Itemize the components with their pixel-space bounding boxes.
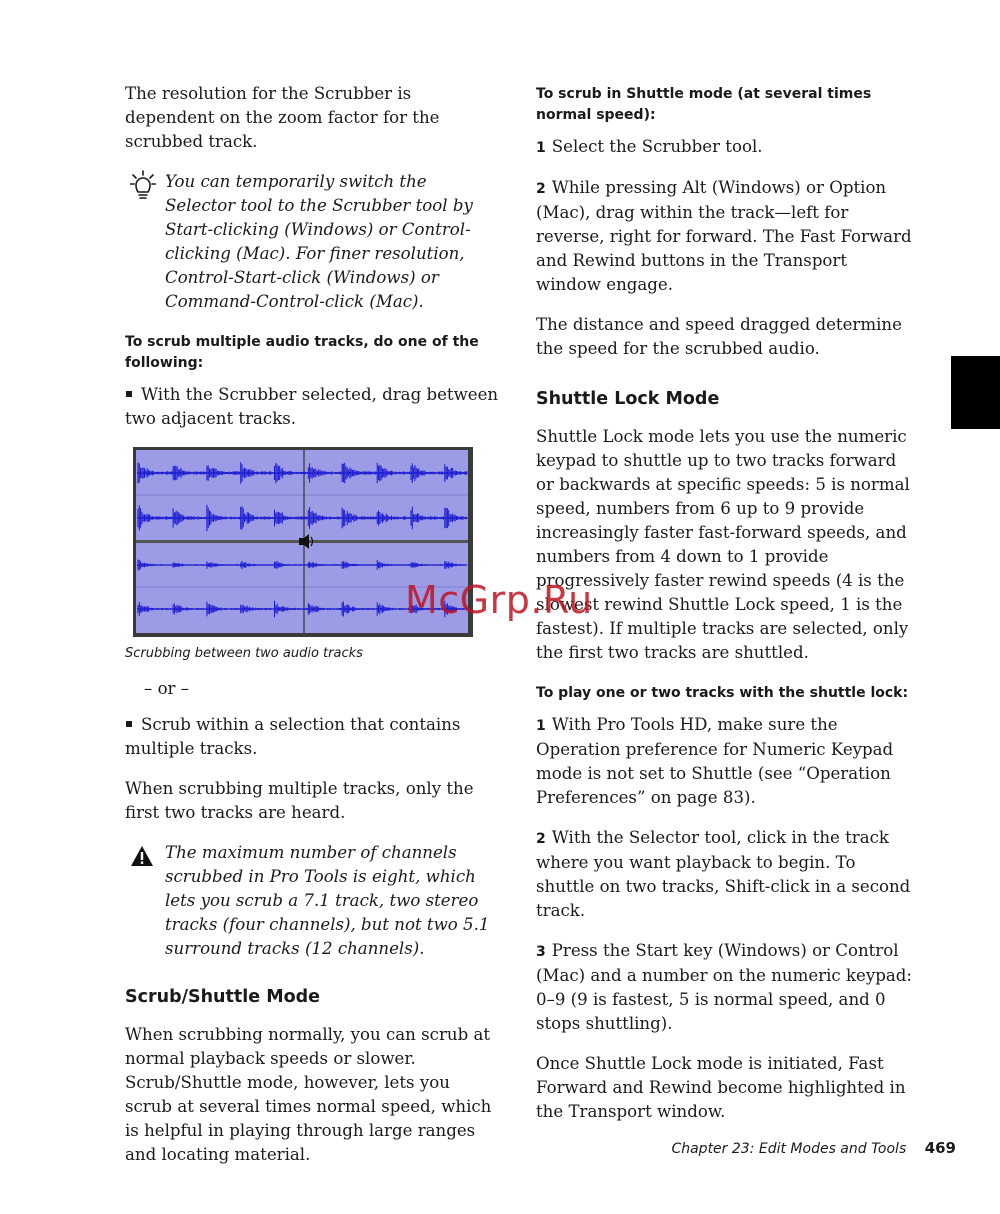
- step-number: 2: [536, 181, 546, 197]
- chapter-tab-marker: [951, 356, 1000, 429]
- paragraph-shuttle-initiated: Once Shuttle Lock mode is initiated, Fast Forward and Rewind become highlighted in the Transport window.: [536, 1054, 906, 1121]
- step-number: 1: [536, 140, 546, 156]
- procedure-heading-shuttle-mode: To scrub in Shuttle mode (at several times normal speed):: [536, 86, 872, 123]
- step-text: With Pro Tools HD, make sure the Operation preference for Numeric Keypad mode is not set to Shuttle (see “Operation Preferences” on page 83).: [536, 715, 894, 807]
- step-number: 1: [536, 718, 546, 734]
- figure-caption: Scrubbing between two audio tracks: [125, 646, 363, 661]
- procedure-heading-shuttle-lock: To play one or two tracks with the shuttle lock:: [536, 685, 909, 701]
- tip-note: [125, 170, 501, 314]
- step-1: [536, 135, 912, 160]
- step-2: [536, 176, 912, 297]
- step-3-shuttle: [536, 939, 912, 1036]
- warning-note: [125, 841, 501, 961]
- chapter-title: Chapter 23: Edit Modes and Tools: [671, 1141, 907, 1157]
- bullet-marker: [126, 391, 132, 397]
- watermark: McGrp.Ru: [405, 578, 593, 622]
- heading-shuttle-lock-mode: Shuttle Lock Mode: [536, 389, 720, 409]
- tip-text: You can temporarily switch the Selector tool to the Scrubber tool by Start-clicking (Windows) or Control-clicking (Mac). For finer resolution, Control-Start-click (Windows) or Command-Control-click (Mac).: [165, 172, 473, 311]
- page-number: 469: [924, 1139, 956, 1157]
- paragraph-scrub-shuttle: When scrubbing normally, you can scrub at normal playback speeds or slower. Scrub/Shuttle mode, however, lets you scrub at several times normal speed, which is helpful in playing through large ranges and locating material.: [125, 1025, 492, 1164]
- lightbulb-icon: [130, 170, 156, 206]
- step-1-shuttle: [536, 713, 912, 810]
- page-footer: [671, 1139, 956, 1157]
- procedure-heading-multiple-tracks: To scrub multiple audio tracks, do one of the following:: [125, 334, 479, 371]
- bullet-item-drag-between: [125, 383, 501, 431]
- step-text: Select the Scrubber tool.: [551, 137, 763, 156]
- step-number: 2: [536, 831, 546, 847]
- bullet-text: Scrub within a selection that contains multiple tracks.: [125, 715, 461, 758]
- step-2-shuttle: [536, 826, 912, 923]
- bullet-text: With the Scrubber selected, drag between two adjacent tracks.: [125, 385, 499, 428]
- paragraph-shuttle-lock: Shuttle Lock mode lets you use the numeric keypad to shuttle up to two tracks forward or backwards at specific speeds: 5 is normal speed, numbers from 6 up to 9 provide increasingly faster fast-forward speeds, and numbers from 4 down to 1 provide progressively faster rewind speeds (4 is the slowest rewind Shuttle Lock speed, 1 is the fastest). If multiple tracks are selected, only the first two tracks are shuttled.: [536, 427, 910, 662]
- paragraph-distance-speed: The distance and speed dragged determine the speed for the scrubbed audio.: [536, 315, 902, 358]
- step-text: With the Selector tool, click in the track where you want playback to begin. To shuttle on two tracks, Shift-click in a second track.: [536, 828, 911, 920]
- warning-text: The maximum number of channels scrubbed in Pro Tools is eight, which lets you scrub a 7.1 track, two stereo tracks (four channels), but not two 5.1 surround tracks (12 channels).: [165, 843, 490, 958]
- step-text: Press the Start key (Windows) or Control (Mac) and a number on the numeric keypad: 0–9 (9 is fastest, 5 is normal speed, and 0 stops shuttling).: [536, 941, 912, 1033]
- bullet-marker: [126, 721, 132, 727]
- paragraph-first-two-heard: When scrubbing multiple tracks, only the first two tracks are heard.: [125, 779, 474, 822]
- or-separator: – or –: [144, 679, 190, 698]
- paragraph-scrubber-resolution: The resolution for the Scrubber is dependent on the zoom factor for the scrubbed track.: [125, 84, 440, 151]
- heading-scrub-shuttle-mode: Scrub/Shuttle Mode: [125, 987, 321, 1007]
- step-text: While pressing Alt (Windows) or Option (Mac), drag within the track—left for reverse, right for forward. The Fast Forward and Rewind buttons in the Transport window engage.: [536, 178, 912, 294]
- bullet-item-scrub-selection: [125, 713, 501, 761]
- step-number: 3: [536, 944, 546, 960]
- left-column: [125, 82, 501, 1167]
- warning-icon: [130, 845, 154, 871]
